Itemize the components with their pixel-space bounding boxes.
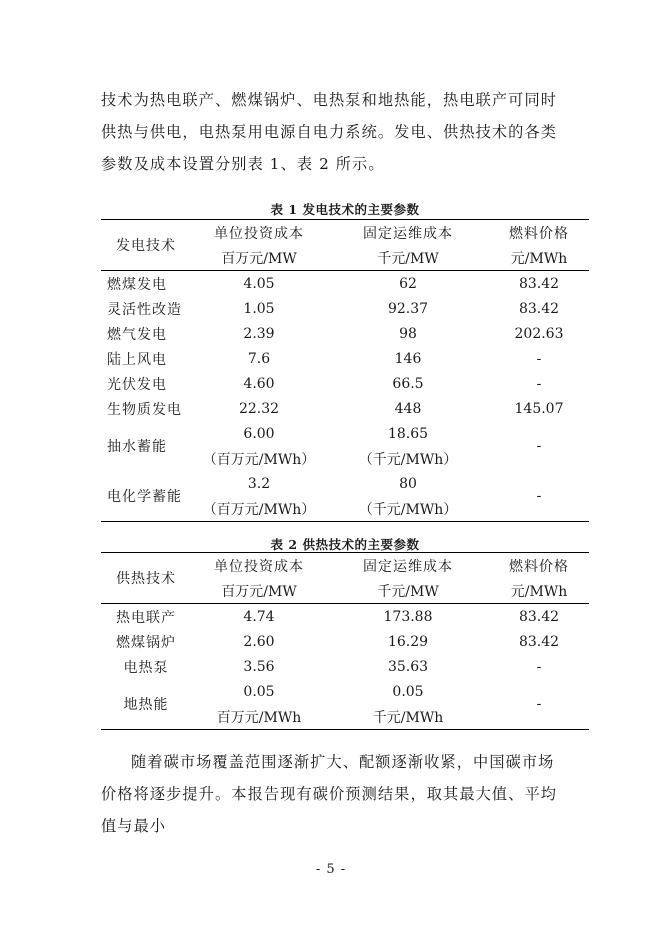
table2-header-om: 固定运维成本: [363, 558, 453, 575]
cell-om: 146: [394, 350, 422, 367]
table-row: [101, 371, 589, 396]
table1-header-fuel-unit: 元/MWh: [510, 250, 568, 267]
table2-caption: 表 2 供热技术的主要参数: [270, 537, 420, 552]
cell-invest: 3.56: [243, 658, 275, 675]
table-row: [101, 396, 589, 421]
cell-fuel: 83.42: [518, 275, 560, 292]
cell-om: 448: [394, 400, 422, 417]
row-label: 电化学蓄能: [107, 489, 182, 505]
cell-invest: 4.60: [243, 375, 275, 392]
table2-header-tech: 供热技术: [116, 571, 176, 587]
table-row: [101, 654, 589, 679]
table1-caption: 表 1 发电技术的主要参数: [270, 202, 420, 217]
cell-fuel: -: [536, 488, 542, 504]
cell-invest-unit: （百万元/MWh）: [202, 451, 316, 468]
cell-om: 66.5: [392, 375, 424, 392]
table1-power-generation: [101, 219, 589, 522]
cell-fuel: -: [536, 375, 542, 392]
table-row: [101, 321, 589, 346]
cell-fuel: 145.07: [514, 400, 564, 417]
cell-fuel: 83.42: [518, 633, 560, 650]
table1-header-invest-unit: 百万元/MW: [221, 250, 297, 267]
table-row: [101, 421, 589, 446]
cell-invest: 0.05: [243, 683, 275, 700]
cell-om: 0.05: [392, 683, 424, 700]
table2-header-invest-unit: 百万元/MW: [221, 583, 297, 600]
cell-om-unit: （千元/MWh）: [358, 451, 458, 468]
table1-header-om: 固定运维成本: [363, 225, 453, 242]
cell-om-unit: 千元/MWh: [372, 709, 444, 726]
cell-fuel: -: [536, 438, 542, 454]
cell-om: 92.37: [387, 300, 429, 317]
cell-om: 62: [399, 275, 417, 292]
table2-heat-supply: [101, 552, 589, 730]
table-row: [101, 679, 589, 704]
cell-fuel: -: [536, 350, 542, 367]
row-label: 电热泵: [123, 659, 169, 676]
table-row: [101, 346, 589, 371]
table2-header-fuel-unit: 元/MWh: [510, 583, 568, 600]
cell-invest: 1.05: [243, 300, 275, 317]
cell-om: 16.29: [387, 633, 429, 650]
page-number: - 5 -: [315, 862, 347, 877]
cell-om: 35.63: [387, 658, 429, 675]
table1-header-om-unit: 千元/MW: [377, 250, 439, 267]
cell-fuel: -: [536, 658, 542, 675]
table1-header-tech: 发电技术: [116, 238, 176, 254]
row-label: 陆上风电: [107, 351, 167, 368]
body-paragraph-1: 技术为热电联产、燃煤锅炉、电热泵和地热能，热电联产可同时供热与供电，电热泵用电源自电力系统。发电、供热技术的各类参数及成本设置分别表 1、表 2 所示。: [101, 91, 558, 173]
table1-header-fuel: 燃料价格: [509, 225, 569, 242]
cell-om: 18.65: [387, 425, 429, 442]
row-label: 燃气发电: [107, 326, 167, 343]
cell-om: 98: [399, 325, 417, 342]
table1-header-invest: 单位投资成本: [214, 225, 304, 242]
cell-invest-unit: （百万元/MWh）: [202, 501, 316, 518]
cell-invest: 6.00: [243, 425, 275, 442]
row-label: 热电联产: [116, 609, 176, 626]
cell-fuel: 83.42: [518, 608, 560, 625]
row-label: 地热能: [123, 697, 169, 713]
body-paragraph-2: 随着碳市场覆盖范围逐渐扩大、配额逐渐收紧，中国碳市场价格将逐步提升。本报告现有碳价预测结果，取其最大值、平均值与最小: [101, 753, 558, 835]
table-row: [101, 629, 589, 654]
cell-fuel: 202.63: [514, 325, 564, 342]
row-label: 燃煤锅炉: [116, 634, 176, 651]
cell-fuel: 83.42: [518, 300, 560, 317]
cell-invest: 4.74: [243, 608, 275, 625]
cell-invest: 22.32: [238, 400, 280, 417]
row-label: 燃煤发电: [107, 276, 167, 293]
row-label: 抽水蓄能: [107, 439, 167, 455]
cell-invest-unit: 百万元/MWh: [216, 709, 302, 726]
cell-om: 173.88: [383, 608, 433, 625]
table-row: [101, 296, 589, 321]
row-label: 灵活性改造: [107, 301, 182, 318]
cell-invest: 2.60: [243, 633, 275, 650]
table-row: [101, 471, 589, 496]
cell-invest: 4.05: [243, 275, 275, 292]
cell-invest: 3.2: [247, 475, 271, 492]
cell-om: 80: [399, 475, 417, 492]
cell-om-unit: （千元/MWh）: [358, 501, 458, 518]
table-row: [101, 604, 589, 630]
table2-header-om-unit: 千元/MW: [377, 583, 439, 600]
row-label: 生物质发电: [107, 401, 182, 418]
table-row: [101, 271, 589, 297]
table2-header-invest: 单位投资成本: [214, 558, 304, 575]
cell-invest: 2.39: [243, 325, 275, 342]
cell-fuel: -: [536, 696, 542, 712]
table2-header-fuel: 燃料价格: [509, 558, 569, 575]
row-label: 光伏发电: [107, 376, 167, 393]
cell-invest: 7.6: [247, 350, 271, 367]
